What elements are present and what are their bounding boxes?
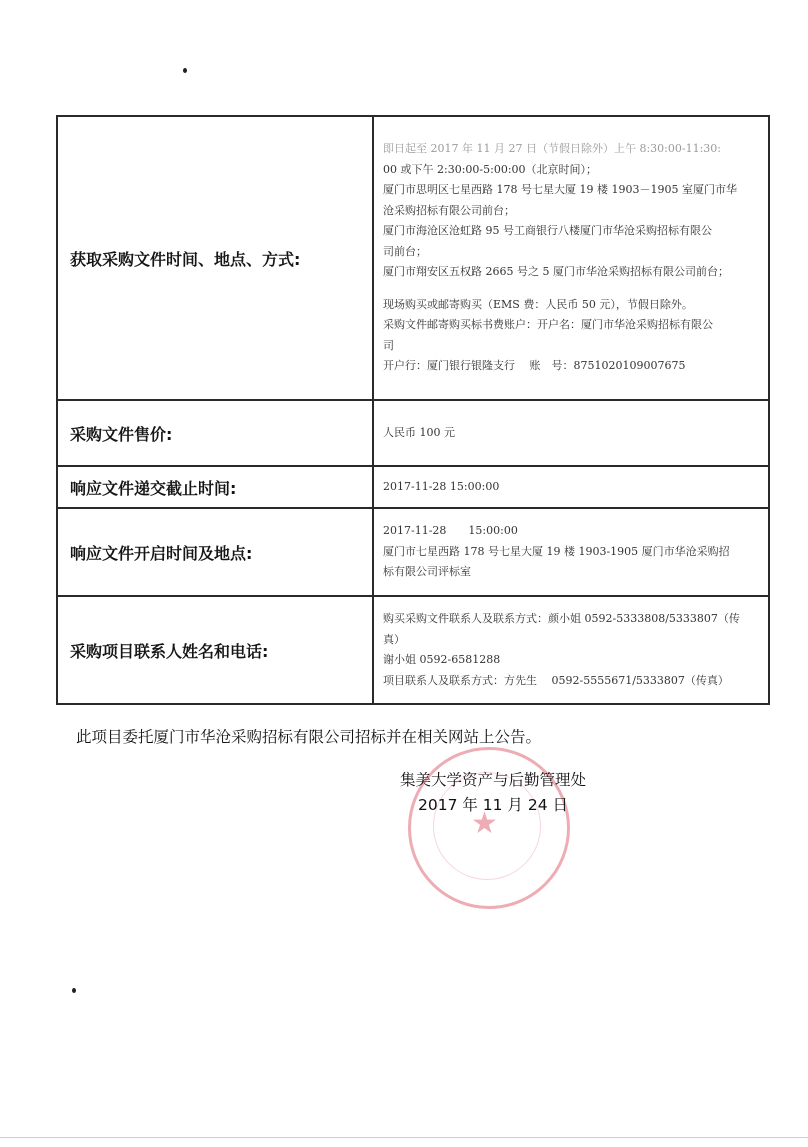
row-value (373, 596, 769, 704)
procurement-info-table (56, 115, 770, 705)
row-label: 采购项目联系人姓名和电话: (57, 596, 373, 704)
row-label: 响应文件递交截止时间: (57, 466, 373, 508)
signature-block (388, 768, 598, 818)
value-line: 真） (383, 632, 405, 646)
value-line: 厦门市七星西路 178 号七星大厦 19 楼 1903-1905 厦门市华沧采购招 (383, 544, 730, 558)
value-line: 即日起至 2017 年 11 月 27 日（节假日除外）上午 8:30:00-11:30: (383, 142, 721, 156)
value-line: 项目联系人及联系方式：方先生 0592-5555671/5333807（传真） (383, 673, 729, 687)
row-value (373, 508, 769, 596)
table-row (57, 400, 769, 466)
row-label: 获取采购文件时间、地点、方式: (57, 116, 373, 400)
value-line: 厦门市翔安区五权路 2665 号之 5 厦门市华沧采购招标有限公司前台； (383, 265, 729, 279)
scan-speck (183, 68, 187, 73)
scan-speck (72, 988, 76, 993)
value-line: 2017-11-28 15:00:00 (383, 479, 500, 493)
value-line: 购买采购文件联系人及联系方式：颜小姐 0592-5333808/5333807（传 (383, 612, 740, 625)
value-line: 标有限公司评标室 (383, 565, 471, 579)
row-value (373, 400, 769, 466)
value-line: 厦门市海沧区沧虹路 95 号工商银行八楼厦门市华沧采购招标有限公 (383, 224, 712, 238)
page-edge-divider (0, 1137, 808, 1138)
table-row (57, 116, 769, 400)
row-label: 响应文件开启时间及地点: (57, 508, 373, 596)
value-line: 司前台； (383, 244, 427, 258)
value-line: 开户行：厦门银行银隆支行 账 号：8751020109007675 (383, 359, 686, 373)
table-row (57, 596, 769, 704)
star-icon: ★ (471, 806, 498, 841)
row-value (373, 466, 769, 508)
value-line: 2017-11-28 15:00:00 (383, 524, 518, 538)
announcement-note: 此项目委托厦门市华沧采购招标有限公司招标并在相关网站上公告。 (76, 728, 542, 746)
value-line: 采购文件邮寄购买标书费账户：开户名：厦门市华沧采购招标有限公 (383, 318, 713, 332)
value-line: 沧采购招标有限公司前台； (383, 203, 515, 217)
value-line: 现场购买或邮寄购买（EMS 费：人民币 50 元），节假日除外。 (383, 297, 693, 311)
issuing-organization: 集美大学资产与后勤管理处 (399, 771, 586, 789)
row-label: 采购文件售价: (57, 400, 373, 466)
value-line: 司 (383, 338, 394, 352)
table-row (57, 508, 769, 596)
issue-date: 2017 年 11 月 24 日 (417, 796, 569, 814)
table-row (57, 466, 769, 508)
value-line: 厦门市思明区七星西路 178 号七星大厦 19 楼 1903－1905 室厦门市华 (383, 183, 737, 197)
value-line: 人民币 100 元 (383, 425, 455, 439)
spacer (383, 283, 760, 295)
row-value (373, 116, 769, 400)
value-line: 00 或下午 2:30:00-5:00:00（北京时间）； (383, 162, 598, 176)
value-line: 谢小姐 0592-6581288 (383, 653, 501, 666)
